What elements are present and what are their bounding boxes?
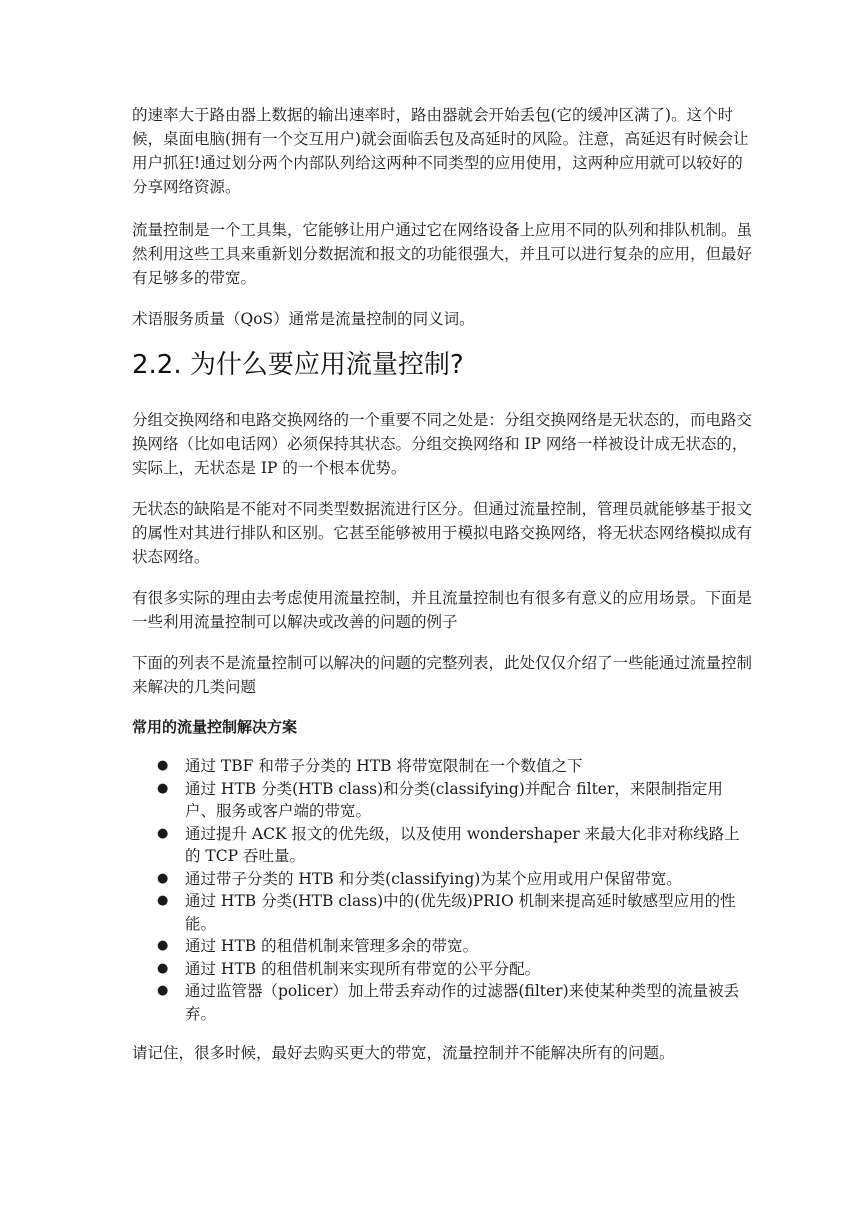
bullet-icon: ● <box>157 983 169 998</box>
list-item <box>157 778 752 823</box>
bullet-icon: ● <box>157 870 169 886</box>
bullet-icon: ● <box>157 758 169 773</box>
section-heading: 2.2. 为什么要应用流量控制? <box>132 350 464 380</box>
bullet-icon: ● <box>157 825 169 841</box>
list-item <box>157 980 752 1025</box>
list-item <box>157 958 752 981</box>
list-item-text: 通过 HTB 的租借机制来实现所有带宽的公平分配。 <box>185 959 541 978</box>
list-item-text: 通过 HTB 分类(HTB class)和分类(classifying)并配合 filter，来限制指定用户、服务或客户端的带宽。 <box>185 779 723 820</box>
list-heading: 常用的流量控制解决方案 <box>132 718 298 736</box>
list-item <box>157 755 752 778</box>
list-item-text: 通过监管器（policer）加上带丢弃动作的过滤器(filter)来使某种类型的流量被丢弃。 <box>185 982 740 1023</box>
list-item <box>157 890 752 935</box>
document-page <box>132 103 752 1082</box>
paragraph: 分组交换网络和电路交换网络的一个重要不同之处是：分组交换网络是无状态的，而电路交换网络（比如电话网）必须保持其状态。分组交换网络和 IP 网络一样被设计成无状态的，实际上，无状态是 IP 的一个根本优势。 <box>132 411 753 477</box>
list-item-text: 通过 TBF 和带子分类的 HTB 将带宽限制在一个数值之下 <box>185 757 583 775</box>
list-item <box>157 823 752 868</box>
paragraph: 下面的列表不是流量控制可以解决的问题的完整列表，此处仅仅介绍了一些能通过流量控制来解决的几类问题 <box>132 654 753 696</box>
list-item-text: 通过 HTB 的租借机制来管理多余的带宽。 <box>185 937 479 955</box>
bullet-icon: ● <box>157 893 169 908</box>
paragraph: 术语服务质量（QoS）通常是流量控制的同义词。 <box>132 310 475 328</box>
list-item <box>157 868 752 891</box>
bullet-icon: ● <box>157 960 169 976</box>
list-item <box>157 935 752 958</box>
bullet-icon: ● <box>157 938 169 953</box>
paragraph: 无状态的缺陷是不能对不同类型数据流进行区分。但通过流量控制，管理员就能够基于报文的属性对其进行排队和区别。它甚至能够被用于模拟电路交换网络，将无状态网络模拟成有状态网络。 <box>132 500 753 566</box>
solutions-list <box>132 755 752 1025</box>
bullet-icon: ● <box>157 780 169 796</box>
paragraph: 的速率大于路由器上数据的输出速率时，路由器就会开始丢包(它的缓冲区满了)。这个时候，桌面电脑(拥有一个交互用户)就会面临丢包及高延时的风险。注意，高延迟有时候会让用户抓狂!通过划分两个内部队列给这两种不同类型的应用使用，这两种应用就可以较好的分享网络资源。 <box>132 106 749 196</box>
paragraph: 有很多实际的理由去考虑使用流量控制，并且流量控制也有很多有意义的应用场景。下面是一些利用流量控制可以解决或改善的问题的例子 <box>132 589 753 631</box>
closing-paragraph: 请记住，很多时候，最好去购买更大的带宽，流量控制并不能解决所有的问题。 <box>132 1044 675 1062</box>
list-item-text: 通过 HTB 分类(HTB class)中的(优先级)PRIO 机制来提高延时敏感型应用的性能。 <box>185 892 736 933</box>
list-item-text: 通过带子分类的 HTB 和分类(classifying)为某个应用或用户保留带宽。 <box>185 869 682 888</box>
list-item-text: 通过提升 ACK 报文的优先级，以及使用 wondershaper 来最大化非对称线路上的 TCP 吞吐量。 <box>185 824 740 865</box>
paragraph: 流量控制是一个工具集，它能够让用户通过它在网络设备上应用不同的队列和排队机制。虽然利用这些工具来重新划分数据流和报文的功能很强大，并且可以进行复杂的应用，但最好有足够多的带宽。 <box>132 221 753 287</box>
